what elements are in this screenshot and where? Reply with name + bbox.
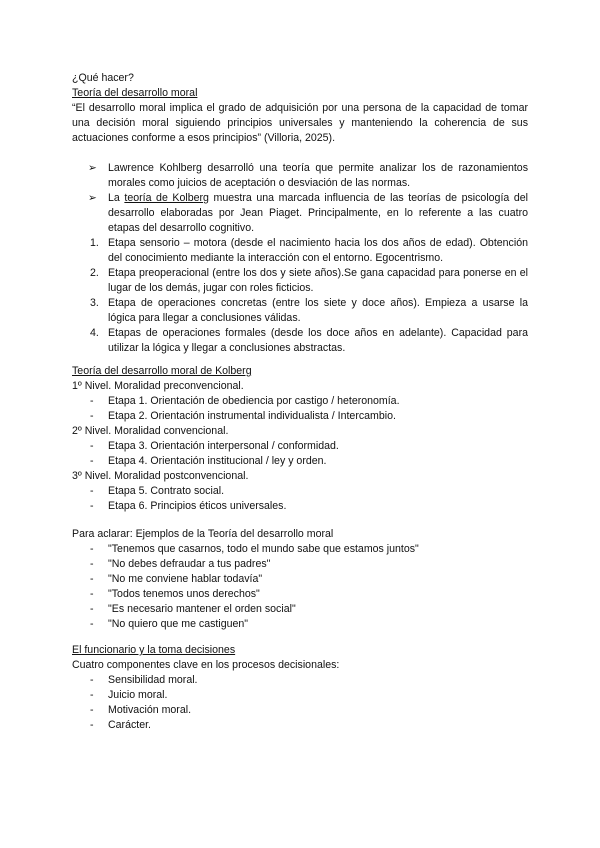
dash-bullet: - — [90, 485, 94, 497]
arrow-bullet-icon: ➢ — [88, 162, 97, 174]
level-title: 3º Nivel. Moralidad postconvencional. — [72, 470, 249, 482]
list-item-text: Etapa de operaciones concretas (entre los siete y doce años). Empieza a usarse la lógica para llegar a conclusiones válidas. — [108, 297, 528, 324]
list-item-text: La — [108, 192, 125, 204]
list-item-text: "No me conviene hablar todavía" — [108, 573, 263, 585]
list-item — [72, 236, 528, 266]
list-item — [72, 266, 528, 296]
list-item — [72, 439, 528, 454]
list-item-text: "No quiero que me castiguen" — [108, 618, 249, 630]
list-number: 1. — [90, 237, 99, 249]
dash-bullet: - — [90, 704, 94, 716]
list-number: 4. — [90, 327, 99, 339]
dash-bullet: - — [90, 543, 94, 555]
list-item-text: muestra una marcada influencia de las teorías de psicología del desarrollo elaboradas por Jean Piaget. Principalmente, en lo referente a las cuatro etapas del desarrollo cognitivo. — [108, 192, 529, 234]
dash-list — [72, 673, 528, 733]
list-item — [72, 296, 528, 326]
list-item-text: Etapa 2. Orientación instrumental individualista / Intercambio. — [108, 410, 396, 422]
section-kolberg-levels — [72, 364, 528, 514]
dash-bullet: - — [90, 618, 94, 630]
list-number: 2. — [90, 267, 99, 279]
quote-paragraph: “El desarrollo moral implica el grado de adquisición por una persona de la capacidad de tomar una decisión moral siguiendo principios universales y manteniendo la coherencia de sus actuaciones conforme a esos principios” (Villoria, 2025). — [72, 102, 528, 144]
list-item-text: Etapas de operaciones formales (desde los doce años en adelante). Capacidad para utilizar la lógica y llegar a conclusiones abstractas. — [108, 327, 528, 354]
section-moral-development — [72, 71, 528, 356]
dash-bullet: - — [90, 500, 94, 512]
list-item — [72, 718, 528, 733]
intro-text: Cuatro componentes clave en los procesos decisionales: — [72, 659, 340, 671]
list-item-text: "Tenemos que casarnos, todo el mundo sabe que estamos juntos" — [108, 543, 419, 555]
section-heading: Teoría del desarrollo moral de Kolberg — [72, 365, 252, 377]
dash-bullet: - — [90, 395, 94, 407]
dash-bullet: - — [90, 558, 94, 570]
question-heading: ¿Qué hacer? — [72, 72, 134, 84]
dash-bullet: - — [90, 455, 94, 467]
list-item-text: Etapa 4. Orientación institucional / ley y orden. — [108, 455, 327, 467]
list-item-text: Etapa 5. Contrato social. — [108, 485, 225, 497]
list-item — [72, 484, 528, 499]
list-item — [72, 542, 528, 557]
list-item — [72, 191, 528, 236]
level-title: 2º Nivel. Moralidad convencional. — [72, 425, 229, 437]
list-item-text: Lawrence Kohlberg desarrolló una teoría que permite analizar los de razonamientos morales como juicios de aceptación o desviación de las normas. — [108, 162, 528, 189]
dash-bullet: - — [90, 674, 94, 686]
dash-bullet: - — [90, 410, 94, 422]
section-official-decisions — [72, 643, 528, 733]
dash-list — [72, 394, 528, 424]
dash-bullet: - — [90, 440, 94, 452]
list-item-text: Etapa sensorio – motora (desde el nacimiento hacia los dos años de edad). Obtención del conocimiento mediante la interacción con el entorno. Egocentrismo. — [108, 237, 528, 264]
list-item-text: "Es necesario mantener el orden social" — [108, 603, 296, 615]
list-item-text: Sensibilidad moral. — [108, 674, 198, 686]
list-item-text: Carácter. — [108, 719, 151, 731]
list-item-text: Etapa preoperacional (entre los dos y siete años).Se gana capacidad para ponerse en el lugar de los demás, jugar con roles ficticios. — [108, 267, 528, 294]
section-examples — [72, 527, 528, 632]
list-item — [72, 557, 528, 572]
dash-bullet: - — [90, 603, 94, 615]
list-item — [72, 587, 528, 602]
dash-bullet: - — [90, 689, 94, 701]
list-item — [72, 499, 528, 514]
list-item-text: Juicio moral. — [108, 689, 168, 701]
dash-list — [72, 484, 528, 514]
list-item-text: "Todos tenemos unos derechos" — [108, 588, 260, 600]
stages-numbered-list — [72, 236, 528, 356]
list-item-text: "No debes defraudar a tus padres" — [108, 558, 271, 570]
section-heading: Para aclarar: Ejemplos de la Teoría del desarrollo moral — [72, 528, 334, 540]
dash-list — [72, 439, 528, 469]
list-item — [72, 688, 528, 703]
dash-bullet: - — [90, 573, 94, 585]
list-item — [72, 602, 528, 617]
list-item — [72, 326, 528, 356]
list-item — [72, 394, 528, 409]
list-item — [72, 572, 528, 587]
list-item — [72, 409, 528, 424]
kolberg-theory-link[interactable]: teoría de Kolberg — [124, 192, 209, 204]
list-item — [72, 703, 528, 718]
list-item — [72, 617, 528, 632]
list-item-text: Motivación moral. — [108, 704, 192, 716]
arrow-bullet-list — [72, 161, 528, 236]
level-title: 1º Nivel. Moralidad preconvencional. — [72, 380, 244, 392]
section-heading: El funcionario y la toma decisiones — [72, 644, 236, 656]
dash-list — [72, 542, 528, 632]
dash-bullet: - — [90, 588, 94, 600]
list-item-text: Etapa 3. Orientación interpersonal / conformidad. — [108, 440, 339, 452]
list-number: 3. — [90, 297, 99, 309]
arrow-bullet-icon: ➢ — [88, 192, 97, 204]
dash-bullet: - — [90, 719, 94, 731]
list-item — [72, 673, 528, 688]
list-item-text: Etapa 1. Orientación de obediencia por castigo / heteronomía. — [108, 395, 400, 407]
section-heading: Teoría del desarrollo moral — [72, 87, 198, 99]
list-item — [72, 454, 528, 469]
list-item — [72, 161, 528, 191]
list-item-text: Etapa 6. Principios éticos universales. — [108, 500, 287, 512]
